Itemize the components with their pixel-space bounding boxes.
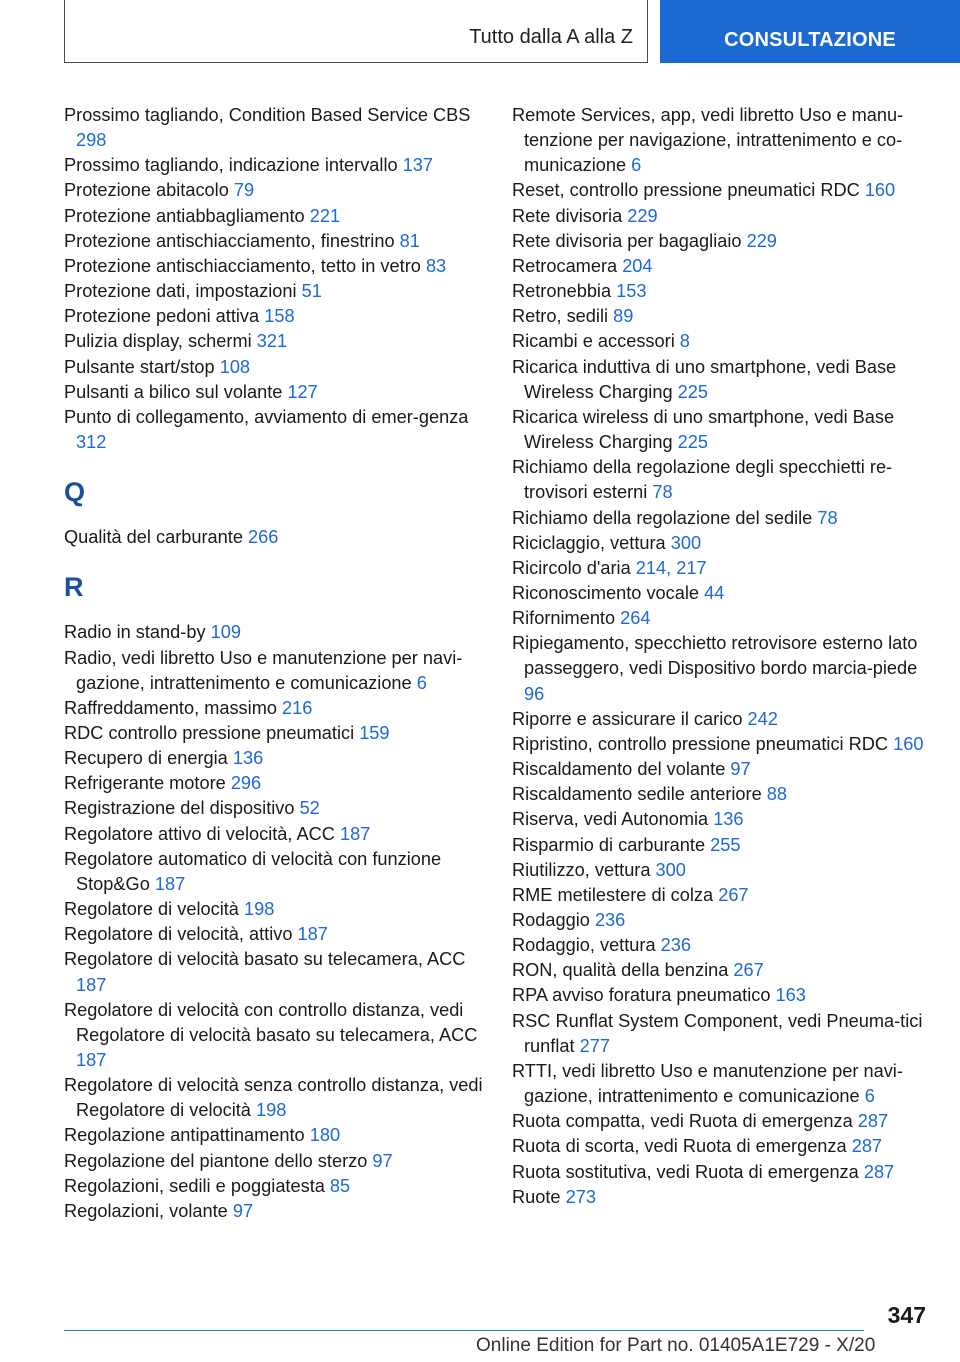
index-entry-text: Richiamo della regolazione degli specchietti re-trovisori esterni bbox=[512, 457, 893, 503]
index-entry bbox=[64, 847, 484, 897]
index-entry-text: Riscaldamento sedile anteriore bbox=[512, 784, 762, 805]
index-entry-page-link[interactable]: 225 bbox=[677, 432, 709, 453]
index-entry-page-link[interactable]: 198 bbox=[255, 1100, 287, 1121]
index-entry-page-link[interactable]: 52 bbox=[299, 798, 320, 819]
index-entry-page-link[interactable]: 287 bbox=[851, 1136, 883, 1157]
index-entry-page-link[interactable]: 97 bbox=[730, 759, 751, 780]
index-entry-text: Regolazioni, sedili e poggiatesta bbox=[64, 1175, 325, 1196]
index-entry-text: Rifornimento bbox=[512, 608, 616, 629]
index-entry-page-link[interactable]: 187 bbox=[76, 1050, 107, 1070]
index-entry-page-link[interactable]: 160 bbox=[864, 180, 896, 201]
index-entry-text: Ruota compatta, vedi Ruota di emergenza bbox=[512, 1111, 853, 1132]
index-entry bbox=[512, 757, 932, 782]
index-entry-page-link[interactable]: 97 bbox=[232, 1200, 254, 1221]
index-entry-page-link[interactable]: 81 bbox=[399, 230, 420, 251]
index-entry bbox=[64, 153, 484, 178]
index-entry bbox=[64, 1149, 484, 1174]
index-entry bbox=[512, 1134, 932, 1159]
index-entry-page-link[interactable]: 300 bbox=[670, 532, 702, 553]
index-entry-text: Retronebbia bbox=[512, 281, 612, 302]
index-entry bbox=[64, 646, 484, 696]
index-entry-text: Regolatore di velocità senza controllo distanza, vedi Regolatore di velocità bbox=[64, 1075, 483, 1121]
index-entry bbox=[64, 329, 484, 354]
index-entry bbox=[512, 178, 932, 203]
index-entry-page-link[interactable]: 198 bbox=[243, 899, 275, 920]
index-letter-heading: Q bbox=[64, 477, 86, 508]
index-entry-page-link[interactable]: 236 bbox=[660, 935, 691, 956]
index-entry-text: RPA avviso foratura pneumatico bbox=[512, 985, 771, 1006]
index-entry-page-link[interactable]: 88 bbox=[766, 784, 788, 805]
index-entry-text: Prossimo tagliando, Condition Based Service CBS bbox=[64, 105, 471, 125]
index-entry-text: Ruota di scorta, vedi Ruota di emergenza bbox=[512, 1136, 847, 1157]
index-column-right bbox=[512, 103, 932, 1210]
index-entry-page-link[interactable]: 312 bbox=[76, 432, 107, 453]
index-letter-heading: R bbox=[64, 572, 84, 603]
header-tab[interactable] bbox=[660, 0, 960, 63]
index-entry bbox=[512, 883, 932, 908]
index-entry-text: Ruota sostitutiva, vedi Ruota di emergenza bbox=[512, 1161, 859, 1182]
index-entry-page-link[interactable]: 287 bbox=[857, 1111, 889, 1132]
index-entry bbox=[512, 908, 932, 933]
index-entry-text: Registrazione del dispositivo bbox=[64, 798, 295, 819]
index-entry bbox=[64, 525, 484, 550]
index-entry-page-link[interactable]: 204 bbox=[622, 255, 653, 276]
index-entry-text: Remote Services, app, vedi libretto Uso e manu-tenzione per navigazione, intrattenimento e co-municazione bbox=[512, 105, 904, 176]
index-entry-page-link[interactable]: 89 bbox=[613, 306, 634, 327]
index-entry bbox=[512, 958, 932, 983]
index-entry-page-link[interactable]: 85 bbox=[329, 1175, 351, 1196]
index-entry bbox=[512, 355, 932, 405]
index-entry bbox=[512, 229, 932, 254]
index-entry bbox=[64, 229, 484, 254]
index-entry-text: Regolatore di velocità bbox=[64, 899, 239, 920]
index-entry-text: Ricarica wireless di uno smartphone, vedi Base Wireless Charging bbox=[512, 406, 895, 453]
index-entry-page-link[interactable]: 267 bbox=[718, 884, 749, 905]
index-entry-text: RSC Runflat System Component, vedi Pneuma-tici runflat bbox=[512, 1010, 923, 1056]
index-entry bbox=[64, 103, 484, 153]
index-entry bbox=[512, 707, 932, 732]
index-entry bbox=[512, 556, 932, 581]
index-entry-text: Ruote bbox=[512, 1186, 561, 1207]
index-entry-page-link[interactable]: 321 bbox=[256, 331, 288, 352]
index-entry-text: Protezione antischiacciamento, tetto in vetro bbox=[64, 255, 421, 276]
footer-rule bbox=[64, 1330, 864, 1331]
index-entry bbox=[512, 455, 932, 505]
index-entry-text: Regolatore automatico di velocità con funzione Stop&Go bbox=[64, 848, 442, 894]
index-entry-text: Regolatore di velocità basato su telecamera, ACC bbox=[64, 949, 466, 970]
index-entry bbox=[512, 782, 932, 807]
index-entry-text: Protezione antiabbagliamento bbox=[64, 205, 305, 226]
index-entry-page-link[interactable]: 79 bbox=[233, 180, 255, 201]
index-entry bbox=[512, 581, 932, 606]
index-entry bbox=[64, 721, 484, 746]
index-entry-text: Richiamo della regolazione del sedile bbox=[512, 507, 813, 528]
index-entry-page-link[interactable]: 127 bbox=[287, 381, 318, 402]
index-entry-text: Ricarica induttiva di uno smartphone, vedi Base Wireless Charging bbox=[512, 356, 897, 402]
index-entry-page-link[interactable]: 187 bbox=[154, 873, 186, 894]
index-entry-page-link[interactable]: 255 bbox=[710, 834, 741, 855]
index-entry bbox=[512, 631, 932, 706]
index-entry-page-link[interactable]: 8 bbox=[679, 331, 690, 352]
index-entry-text: Radio in stand-by bbox=[64, 622, 206, 643]
index-entry-page-link[interactable]: 153 bbox=[616, 281, 647, 302]
index-entry-page-link[interactable]: 78 bbox=[817, 507, 838, 528]
index-entry-text: Pulsante start/stop bbox=[64, 356, 215, 377]
index-entry-page-link[interactable]: 267 bbox=[733, 960, 764, 981]
index-entry-page-link[interactable]: 108 bbox=[219, 356, 251, 377]
header-section-title: Tutto dalla A alla Z bbox=[469, 26, 633, 48]
index-entry-text: Riporre e assicurare il carico bbox=[512, 708, 743, 729]
index-entry bbox=[64, 822, 484, 847]
index-entry bbox=[64, 279, 484, 304]
index-entry bbox=[512, 858, 932, 883]
index-entry-text: Regolatore di velocità con controllo distanza, vedi Regolatore di velocità basato su telecamera, ACC bbox=[64, 999, 478, 1045]
index-entry-page-link[interactable]: 242 bbox=[747, 708, 778, 729]
index-entry bbox=[512, 279, 932, 304]
index-entry-text: Radio, vedi libretto Uso e manutenzione per navi-gazione, intrattenimento e comunicazione bbox=[64, 647, 463, 693]
index-entry bbox=[512, 1185, 932, 1210]
index-entry-text: Riconoscimento vocale bbox=[512, 582, 700, 603]
index-entry-page-link[interactable]: 97 bbox=[372, 1150, 393, 1171]
index-entry-page-link[interactable]: 158 bbox=[264, 306, 295, 327]
page-number: 347 bbox=[887, 1302, 926, 1328]
index-entry-text: RDC controllo pressione pneumatici bbox=[64, 722, 355, 743]
index-entry-text: RME metilestere di colza bbox=[512, 884, 714, 905]
index-entry-page-link[interactable]: 296 bbox=[230, 773, 262, 794]
index-entry-text: Regolatore di velocità, attivo bbox=[64, 924, 293, 945]
index-entry-page-link[interactable]: 6 bbox=[416, 672, 427, 693]
index-entry-text: Regolazione del piantone dello sterzo bbox=[64, 1150, 368, 1171]
index-entry bbox=[64, 897, 484, 922]
index-entry bbox=[512, 732, 932, 757]
index-entry-page-link[interactable]: 264 bbox=[620, 608, 651, 629]
index-entry-page-link[interactable]: 266 bbox=[248, 527, 279, 548]
index-entry bbox=[512, 1009, 932, 1059]
index-entry-text: Pulizia display, schermi bbox=[64, 331, 252, 352]
index-entry bbox=[64, 696, 484, 721]
index-entry-text: Riserva, vedi Autonomia bbox=[512, 809, 709, 830]
index-entry-text: Qualità del carburante bbox=[64, 527, 243, 548]
index-entry bbox=[512, 1160, 932, 1185]
index-entry-text: Regolatore attivo di velocità, ACC bbox=[64, 823, 335, 844]
index-entry-text: Rodaggio, vettura bbox=[512, 935, 656, 956]
index-entry bbox=[512, 833, 932, 858]
index-entry-page-link[interactable]: 229 bbox=[746, 230, 777, 251]
index-entry-page-link[interactable]: 225 bbox=[677, 381, 709, 402]
index-entry-text: Regolazioni, volante bbox=[64, 1200, 228, 1221]
index-entry-text: Rete divisoria bbox=[512, 205, 623, 226]
index-entry-text: Punto di collegamento, avviamento di emer-genza bbox=[64, 406, 469, 427]
header-tab-label: CONSULTAZIONE bbox=[724, 29, 896, 51]
index-entry bbox=[512, 983, 932, 1008]
index-entry-text: Ripiegamento, specchietto retrovisore esterno lato passeggero, vedi Dispositivo bordo marcia-piede bbox=[512, 633, 918, 679]
index-entry-page-link[interactable]: 221 bbox=[309, 205, 341, 226]
index-entry bbox=[64, 178, 484, 203]
index-entry bbox=[64, 405, 484, 455]
index-entry-page-link[interactable]: 137 bbox=[402, 155, 434, 176]
index-entry bbox=[64, 254, 484, 279]
index-entry-page-link[interactable]: 287 bbox=[863, 1161, 895, 1182]
index-entry bbox=[64, 1123, 484, 1148]
index-entry-text: Risparmio di carburante bbox=[512, 834, 706, 855]
index-entry-page-link[interactable]: 236 bbox=[594, 910, 626, 930]
index-entry-text: Reset, controllo pressione pneumatici RDC bbox=[512, 180, 860, 201]
index-entry-page-link[interactable]: 159 bbox=[359, 722, 390, 743]
index-entry-text: Riscaldamento del volante bbox=[512, 759, 726, 780]
footer-edition-text: Online Edition for Part no. 01405A1E729 - X/20 bbox=[476, 1335, 876, 1356]
index-entry-text: Protezione abitacolo bbox=[64, 180, 229, 201]
index-entry bbox=[512, 405, 932, 455]
index-entry-text: Pulsanti a bilico sul volante bbox=[64, 381, 283, 402]
index-entry-page-link[interactable]: 136 bbox=[232, 748, 264, 769]
index-entry-page-link[interactable]: 160 bbox=[893, 733, 924, 754]
index-entry-page-link[interactable]: 78 bbox=[652, 482, 673, 503]
index-entry-page-link[interactable]: 136 bbox=[713, 809, 744, 830]
index-entry bbox=[64, 998, 484, 1073]
index-entry bbox=[512, 304, 932, 329]
index-entry-text: Protezione pedoni attiva bbox=[64, 306, 260, 327]
index-entry bbox=[512, 103, 932, 178]
index-entry bbox=[64, 620, 484, 645]
index-entry bbox=[64, 304, 484, 329]
index-entry-page-link[interactable]: 300 bbox=[655, 859, 686, 880]
index-entry-page-link[interactable]: 229 bbox=[627, 205, 658, 226]
index-entry-text: Ricircolo d'aria bbox=[512, 557, 631, 578]
index-entry bbox=[64, 746, 484, 771]
index-entry-text: Raffreddamento, massimo bbox=[64, 697, 277, 718]
index-entry bbox=[64, 1199, 484, 1224]
index-entry bbox=[512, 506, 932, 531]
index-entry-page-link[interactable]: 180 bbox=[309, 1125, 341, 1146]
index-entry-page-link[interactable]: 216 bbox=[282, 697, 313, 718]
index-entry bbox=[64, 380, 484, 405]
index-entry-text: Rete divisoria per bagagliaio bbox=[512, 230, 742, 251]
index-entry-page-link[interactable]: 163 bbox=[775, 985, 806, 1006]
index-entry bbox=[512, 807, 932, 832]
index-entry-page-link[interactable]: 298 bbox=[76, 130, 107, 151]
index-entry-page-link[interactable]: 83 bbox=[425, 255, 447, 276]
index-entry bbox=[512, 1059, 932, 1109]
index-entry-text: RON, qualità della benzina bbox=[512, 960, 729, 981]
index-entry-page-link[interactable]: 187 bbox=[76, 974, 107, 995]
index-entry bbox=[64, 771, 484, 796]
index-entry-text: Protezione dati, impostazioni bbox=[64, 281, 297, 302]
index-entry bbox=[64, 204, 484, 229]
index-entry bbox=[64, 355, 484, 380]
index-entry bbox=[512, 531, 932, 556]
index-entry-text: Retro, sedili bbox=[512, 306, 609, 327]
index-entry bbox=[512, 329, 932, 354]
index-entry-text: Protezione antischiacciamento, finestrino bbox=[64, 230, 395, 251]
index-entry-page-link[interactable]: 109 bbox=[210, 622, 241, 643]
index-entry-page-link[interactable]: 277 bbox=[579, 1035, 610, 1056]
index-entry bbox=[512, 204, 932, 229]
index-entry-text: Recupero di energia bbox=[64, 748, 228, 769]
index-entry-page-link[interactable]: 273 bbox=[565, 1186, 596, 1207]
index-entry bbox=[64, 947, 484, 997]
index-entry-page-link[interactable]: 6 bbox=[864, 1086, 875, 1107]
index-column-left bbox=[64, 103, 484, 1224]
index-entry-page-link[interactable]: 51 bbox=[301, 281, 322, 302]
index-entry-page-link[interactable]: 44 bbox=[704, 582, 725, 603]
index-entry-text: Retrocamera bbox=[512, 255, 618, 276]
index-entry-page-link[interactable]: 6 bbox=[631, 155, 642, 176]
index-entry-text: Riutilizzo, vettura bbox=[512, 859, 651, 880]
index-entry-text: Regolazione antipattinamento bbox=[64, 1125, 305, 1146]
index-entry-text: Refrigerante motore bbox=[64, 773, 226, 794]
index-entry-page-link[interactable]: 96 bbox=[524, 683, 545, 704]
index-entry bbox=[512, 933, 932, 958]
index-entry-text: RTTI, vedi libretto Uso e manutenzione per navi-gazione, intrattenimento e comunicazione bbox=[512, 1060, 903, 1107]
index-entry bbox=[64, 922, 484, 947]
index-entry bbox=[512, 254, 932, 279]
index-entry bbox=[64, 1174, 484, 1199]
index-entry-text: Rodaggio bbox=[512, 910, 590, 930]
index-entry bbox=[512, 1109, 932, 1134]
index-entry bbox=[64, 796, 484, 821]
index-entry-text: Prossimo tagliando, indicazione intervallo bbox=[64, 155, 398, 176]
index-entry bbox=[64, 1073, 484, 1123]
index-entry-text: Ricambi e accessori bbox=[512, 331, 675, 352]
index-entry-text: Ripristino, controllo pressione pneumatici RDC bbox=[512, 733, 889, 754]
index-entry-page-link[interactable]: 187 bbox=[297, 924, 328, 945]
index-entry-text: Riciclaggio, vettura bbox=[512, 532, 666, 553]
index-entry-page-link[interactable]: 214, 217 bbox=[635, 557, 707, 578]
index-entry bbox=[512, 606, 932, 631]
index-entry-page-link[interactable]: 187 bbox=[340, 823, 371, 844]
